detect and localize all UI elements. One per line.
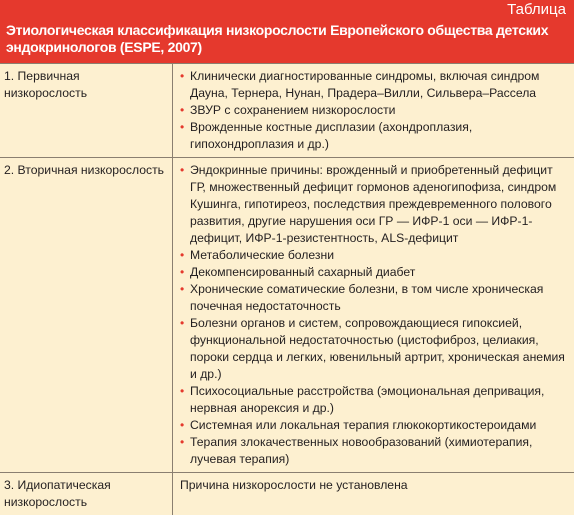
category-cell: 2. Вторичная низкорослость [0, 158, 173, 473]
table-row [0, 158, 574, 473]
list-item: • Метаболические болезни [180, 247, 568, 264]
category-cell: 1. Первичная низкорослость [0, 64, 173, 158]
list-item: • Системная или локальная терапия глюкокортикостероидами [180, 417, 568, 434]
list-item: • Болезни органов и систем, сопровождающиеся гипоксией, функциональной недостаточностью (цистофиброз, целиакия, пороки сердца и легких, ювенильный артрит, хроническая анемия и др.) [180, 315, 568, 383]
list-item: • Декомпенсированный сахарный диабет [180, 264, 568, 281]
table-label: Таблица [507, 1, 566, 19]
table-header [0, 0, 574, 63]
category-cell: 3. Идиопатическая низкорослость [0, 473, 173, 515]
list-item: • Хронические соматические болезни, в том числе хроническая почечная недостаточность [180, 281, 568, 315]
list-item: • ЗВУР с сохранением низкорослости [180, 102, 568, 119]
table-row [0, 473, 574, 515]
list-item: • Терапия злокачественных новообразований (химиотерапия, лучевая терапия) [180, 434, 568, 468]
items-cell [173, 158, 574, 473]
list-item: • Клинически диагностированные синдромы, включая синдром Дауна, Тернера, Нунан, Прадера–Вилли, Сильвера–Рассела [180, 68, 568, 102]
cause-list [180, 68, 568, 153]
items-cell: Причина низкорослости не установлена [173, 473, 574, 515]
list-item: • Врожденные костные дисплазии (ахондроплазия, гипохондроплазия и др.) [180, 119, 568, 153]
cause-list [180, 162, 568, 468]
list-item: • Психосоциальные расстройства (эмоциональная депривация, нервная анорексия и др.) [180, 383, 568, 417]
table-row [0, 64, 574, 158]
items-cell [173, 64, 574, 158]
table-title: Этиологическая классификация низкорослости Европейского общества детских эндокринологов (ESPE, 2007) [6, 22, 568, 56]
list-item: • Эндокринные причины: врожденный и приобретенный дефицит ГР, множественный дефицит гормонов аденогипофиза, синдром Кушинга, гипотиреоз, последствия преждевременного полового развития, другие нарушения оси ГР — ИФР-1 оси — ИФР-1-дефицит, ИФР-1-резистентность, ALS-дефицит [180, 162, 568, 247]
classification-grid [0, 63, 574, 515]
